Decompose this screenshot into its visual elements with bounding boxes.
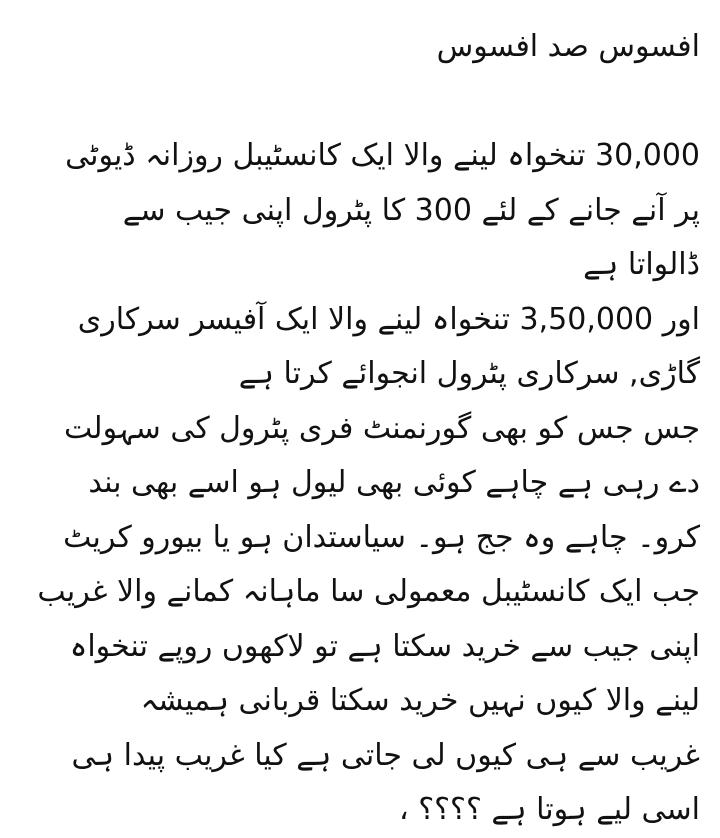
text-line-10: اپنی جیب سے خرید سکتا ہے تو لاکھوں روپے تنخواہ [69, 628, 700, 664]
text-line-7: دے رہی ہے چاہے کوئی بھی لیول ہو اسے بھی بند [88, 465, 700, 500]
blank-line [20, 75, 700, 130]
text-line-13: اسی لیے ہوتا ہے ؟؟؟؟ ، [398, 792, 700, 827]
post-title: افسوس صد افسوس [436, 29, 700, 64]
text-line-3: ڈالواتا ہے [583, 247, 700, 282]
text-line-5: گاڑی, سرکاری پٹرول انجوائے کرتا ہے [238, 356, 700, 391]
text-line-2: پر آنے جانے کے لئے 300 کا پٹرول اپنی جیب سے [122, 192, 700, 228]
text-line-11: لینے والا کیوں نہیں خرید سکتا قربانی ہمیشہ [140, 683, 700, 718]
text-line-8: کرو۔ چاہے وہ جج ہو۔ سیاستدان ہو یا بیورو کریٹ [63, 519, 700, 555]
post-text-body [20, 20, 700, 827]
text-line-1: 30,000 تنخواہ لینے والا ایک کانسٹیبل روزانہ ڈیوٹی [65, 138, 700, 173]
text-line-12: غریب سے ہی کیوں لی جاتی ہے کیا غریب پیدا ہی [71, 737, 700, 773]
text-line-4: اور 3,50,000 تنخواہ لینے والا ایک آفیسر سرکاری [77, 301, 700, 337]
text-line-6: جس جس کو بھی گورنمنٹ فری پٹرول کی سہولت [63, 410, 700, 446]
text-line-9: جب ایک کانسٹیبل معمولی سا ماہانہ کمانے والا غریب [37, 574, 700, 609]
